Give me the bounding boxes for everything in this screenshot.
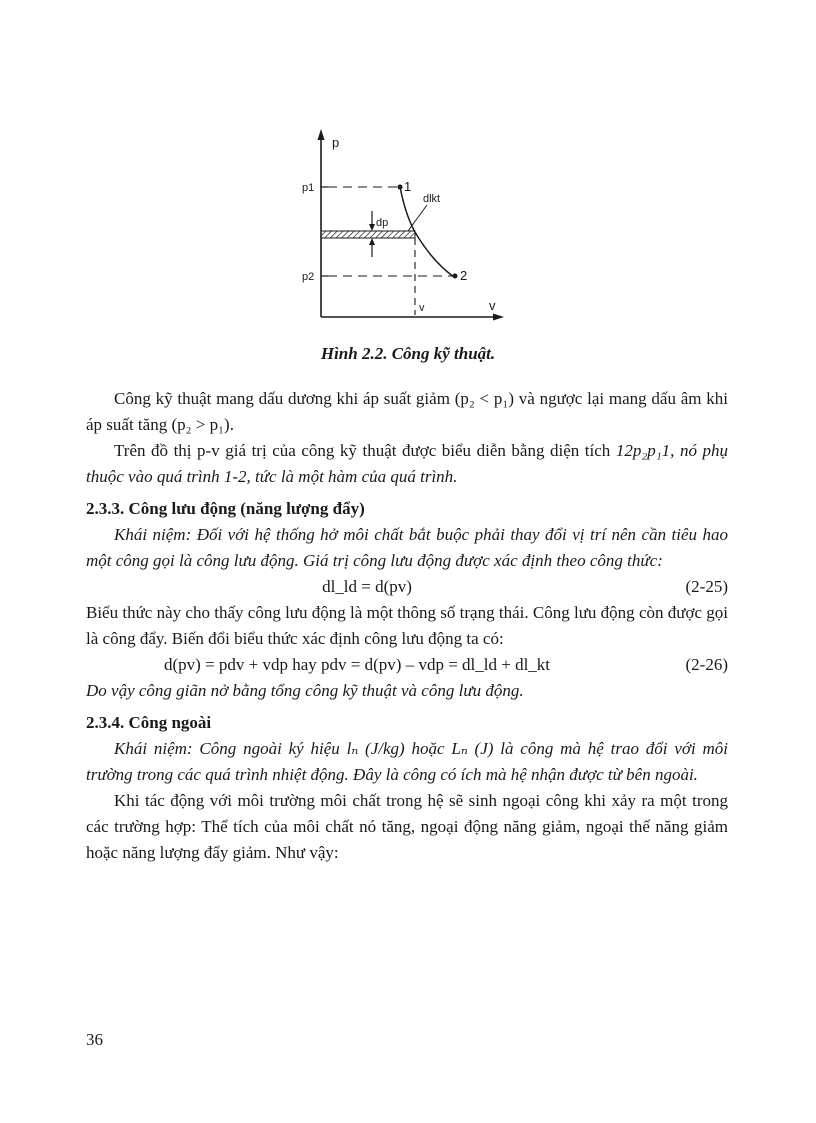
point-1-marker <box>398 185 403 190</box>
pv-diagram <box>290 125 520 325</box>
equation-2-25-formula: dl_ld = d(pv) <box>322 577 412 596</box>
pv-diagram-svg <box>290 125 520 325</box>
p2-label: p2 <box>302 271 315 283</box>
dp-label: dp <box>376 217 389 229</box>
v-label: v <box>419 302 425 314</box>
section-heading-2-3-4: 2.3.4. Công ngoài <box>86 713 212 732</box>
definition-flow-work: Khái niệm: Đối với hệ thống hở môi chất bắt buộc phải thay đổi vị trí nên cần tiêu hao một công gọi là công lưu động. Giá trị công lưu động được xác định theo công thức: <box>86 525 728 570</box>
paragraph-sign-convention: Công kỹ thuật mang dấu dương khi áp suất giảm (p₂ < p₁) và ngược lại mang dấu âm khi áp suất tăng (p₂ > p₁). <box>86 389 728 434</box>
equation-2-25-number: (2-25) <box>685 577 728 596</box>
point-2-label: 2 <box>460 268 468 283</box>
paragraph-external-work: Khi tác động với môi trường môi chất trong hệ sẽ sinh ngoại công khi xảy ra một trong các trường hợp: Thể tích của môi chất nó tăng, ngoại động năng giảm, ngoại thế năng giảm hoặc năng lượng đẩy giảm. Như vậy: <box>86 791 728 862</box>
paragraph-expansion-work: Do vậy công giãn nở bằng tổng công kỹ thuật và công lưu động. <box>86 681 524 700</box>
equation-2-26-number: (2-26) <box>685 655 728 674</box>
figure-caption: Hình 2.2. Công kỹ thuật. <box>320 344 496 363</box>
p1-label: p1 <box>302 182 315 194</box>
dlkt-leader <box>408 205 427 231</box>
paragraph-area-normal: Trên đồ thị p-v giá trị của công kỹ thuật được biểu diễn bằng diện tích <box>114 441 611 460</box>
main-text <box>86 386 728 866</box>
equation-2-26-formula: d(pv) = pdv + vdp hay pdv = d(pv) – vdp = dl_ld + dl_kt <box>164 655 551 674</box>
equation-2-26 <box>86 652 728 678</box>
p-axis-arrow <box>318 129 325 140</box>
dp-up-arrow <box>369 238 375 245</box>
dlkt-label: dlkt <box>423 193 441 205</box>
section-heading-2-3-3: 2.3.3. Công lưu động (năng lượng đẩy) <box>86 499 365 518</box>
paragraph-state-parameter: Biểu thức này cho thấy công lưu động là một thông số trạng thái. Công lưu động còn được gọi là công đẩy. Biến đổi biểu thức xác định công lưu động ta có: <box>86 603 728 648</box>
paragraph-area <box>86 438 728 490</box>
v-axis-label: v <box>489 298 496 313</box>
hatched-strip <box>321 231 415 238</box>
p-axis-label: p <box>332 135 340 150</box>
point-1-label: 1 <box>404 179 412 194</box>
paragraph-area-italic: 12p₂p₁1, nó phụ thuộc vào quá trình 1-2, tức là một hàm của quá trình. <box>86 441 728 486</box>
point-2-marker <box>453 274 458 279</box>
v-axis-arrow <box>493 314 504 321</box>
dp-down-arrow <box>369 224 375 231</box>
definition-external-work: Khái niệm: Công ngoài ký hiệu lₙ (J/kg) hoặc Lₙ (J) là công mà hệ trao đổi với môi trường trong các quá trình nhiệt động. Đây là công có ích mà hệ nhận được từ bên ngoài. <box>86 739 728 784</box>
page-number: 36 <box>86 1030 103 1049</box>
equation-2-25 <box>86 574 728 600</box>
